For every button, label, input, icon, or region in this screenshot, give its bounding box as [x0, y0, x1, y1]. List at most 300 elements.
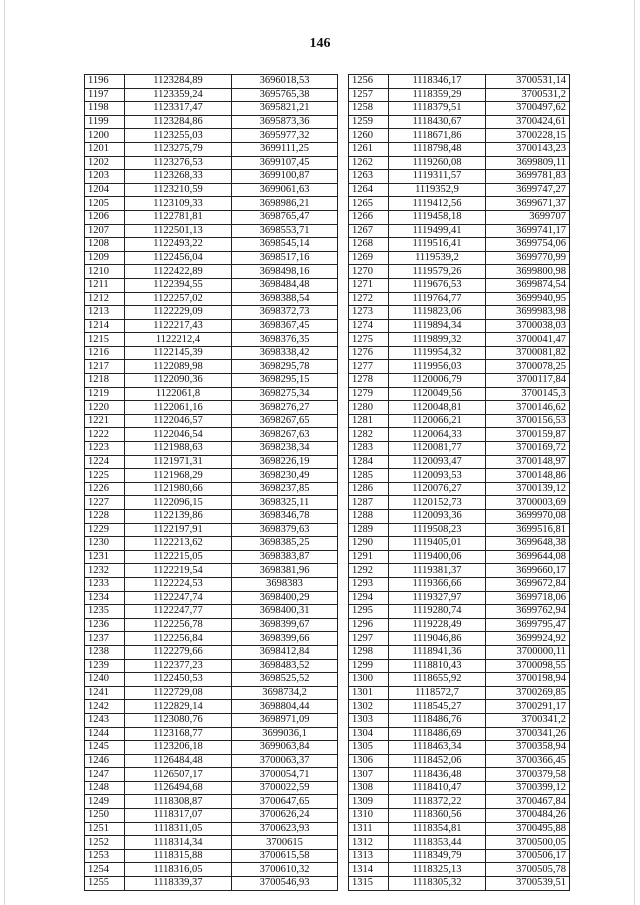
table-row: [85, 238, 338, 252]
y-coordinate-cell: 3698765,47: [232, 210, 338, 224]
table-row: [85, 455, 338, 469]
point-number-cell: 1288: [349, 510, 389, 524]
y-coordinate-cell: 3700041,47: [486, 333, 570, 347]
x-coordinate-cell: 1118810,43: [389, 659, 486, 673]
y-coordinate-cell: 3698399,67: [232, 618, 338, 632]
y-coordinate-cell: 3700623,93: [232, 822, 338, 836]
table-row: [349, 442, 570, 456]
point-number-cell: 1309: [349, 795, 389, 809]
x-coordinate-cell: 1119458,18: [389, 210, 486, 224]
x-coordinate-cell: 1123210,59: [125, 183, 232, 197]
table-row: [85, 564, 338, 578]
x-coordinate-cell: 1121968,29: [125, 469, 232, 483]
table-row: [349, 265, 570, 279]
y-coordinate-cell: 3700366,45: [486, 754, 570, 768]
y-coordinate-cell: 3699800,98: [486, 265, 570, 279]
x-coordinate-cell: 1118486,76: [389, 713, 486, 727]
table-row: [85, 591, 338, 605]
table-row: [85, 333, 338, 347]
y-coordinate-cell: 3700399,12: [486, 781, 570, 795]
x-coordinate-cell: 1118339,37: [125, 877, 232, 891]
point-number-cell: 1209: [85, 251, 125, 265]
y-coordinate-cell: 3695821,21: [232, 102, 338, 116]
x-coordinate-cell: 1118436,48: [389, 768, 486, 782]
point-number-cell: 1305: [349, 741, 389, 755]
y-coordinate-cell: 3699063,84: [232, 741, 338, 755]
y-coordinate-cell: 3698267,65: [232, 414, 338, 428]
y-coordinate-cell: 3700000,11: [486, 645, 570, 659]
y-coordinate-cell: 3700291,17: [486, 700, 570, 714]
table-row: [349, 618, 570, 632]
y-coordinate-cell: 3698388,54: [232, 292, 338, 306]
point-number-cell: 1265: [349, 197, 389, 211]
x-coordinate-cell: 1120093,47: [389, 455, 486, 469]
point-number-cell: 1245: [85, 741, 125, 755]
point-number-cell: 1251: [85, 822, 125, 836]
point-number-cell: 1301: [349, 686, 389, 700]
y-coordinate-cell: 3699718,06: [486, 591, 570, 605]
y-coordinate-cell: 3700169,72: [486, 442, 570, 456]
table-row: [85, 183, 338, 197]
x-coordinate-cell: 1122139,86: [125, 510, 232, 524]
point-number-cell: 1218: [85, 374, 125, 388]
point-number-cell: 1223: [85, 442, 125, 456]
y-coordinate-cell: 3700098,55: [486, 659, 570, 673]
x-coordinate-cell: 1123359,24: [125, 88, 232, 102]
table-row: [85, 115, 338, 129]
point-number-cell: 1266: [349, 210, 389, 224]
table-row: [349, 414, 570, 428]
point-number-cell: 1295: [349, 605, 389, 619]
x-coordinate-cell: 1122224,53: [125, 577, 232, 591]
y-coordinate-cell: 3699762,94: [486, 605, 570, 619]
table-row: [85, 605, 338, 619]
x-coordinate-cell: 1119366,66: [389, 577, 486, 591]
coordinates-table-left: [84, 74, 338, 891]
y-coordinate-cell: 3698376,35: [232, 333, 338, 347]
x-coordinate-cell: 1122247,74: [125, 591, 232, 605]
point-number-cell: 1222: [85, 428, 125, 442]
x-coordinate-cell: 1126484,48: [125, 754, 232, 768]
table-row: [85, 849, 338, 863]
point-number-cell: 1227: [85, 496, 125, 510]
table-row: [85, 482, 338, 496]
x-coordinate-cell: 1119046,86: [389, 632, 486, 646]
x-coordinate-cell: 1120048,81: [389, 401, 486, 415]
y-coordinate-cell: 3700022,59: [232, 781, 338, 795]
x-coordinate-cell: 1122212,4: [125, 333, 232, 347]
table-row: [85, 360, 338, 374]
x-coordinate-cell: 1119400,06: [389, 550, 486, 564]
point-number-cell: 1220: [85, 401, 125, 415]
table-row: [349, 469, 570, 483]
x-coordinate-cell: 1120064,33: [389, 428, 486, 442]
x-coordinate-cell: 1119327,97: [389, 591, 486, 605]
table-row: [349, 278, 570, 292]
table-row: [85, 306, 338, 320]
x-coordinate-cell: 1122256,84: [125, 632, 232, 646]
table-row: [349, 75, 570, 89]
y-coordinate-cell: 3698276,27: [232, 401, 338, 415]
x-coordinate-cell: 1118360,56: [389, 809, 486, 823]
point-number-cell: 1206: [85, 210, 125, 224]
y-coordinate-cell: 3699741,17: [486, 224, 570, 238]
y-coordinate-cell: 3698226,19: [232, 455, 338, 469]
table-row: [349, 727, 570, 741]
table-row: [85, 75, 338, 89]
x-coordinate-cell: 1122450,53: [125, 673, 232, 687]
table-row: [85, 795, 338, 809]
y-coordinate-cell: 3700078,25: [486, 360, 570, 374]
table-row: [85, 156, 338, 170]
point-number-cell: 1271: [349, 278, 389, 292]
point-number-cell: 1268: [349, 238, 389, 252]
table-row: [349, 605, 570, 619]
table-row: [349, 673, 570, 687]
point-number-cell: 1249: [85, 795, 125, 809]
y-coordinate-cell: 3698372,73: [232, 306, 338, 320]
y-coordinate-cell: 3698383,87: [232, 550, 338, 564]
point-number-cell: 1233: [85, 577, 125, 591]
x-coordinate-cell: 1122213,62: [125, 537, 232, 551]
table-row: [349, 129, 570, 143]
table-row: [349, 836, 570, 850]
table-row: [349, 564, 570, 578]
x-coordinate-cell: 1118316,05: [125, 863, 232, 877]
table-row: [349, 632, 570, 646]
y-coordinate-cell: 3698295,15: [232, 374, 338, 388]
x-coordinate-cell: 1119280,74: [389, 605, 486, 619]
table-row: [349, 115, 570, 129]
y-coordinate-cell: 3699061,63: [232, 183, 338, 197]
y-coordinate-cell: 3700156,53: [486, 414, 570, 428]
point-number-cell: 1230: [85, 537, 125, 551]
table-row: [349, 754, 570, 768]
x-coordinate-cell: 1118305,32: [389, 877, 486, 891]
table-row: [349, 183, 570, 197]
y-coordinate-cell: 3700145,3: [486, 387, 570, 401]
table-row: [85, 319, 338, 333]
y-coordinate-cell: 3700626,24: [232, 809, 338, 823]
y-coordinate-cell: 3698553,71: [232, 224, 338, 238]
table-row: [85, 673, 338, 687]
point-number-cell: 1269: [349, 251, 389, 265]
y-coordinate-cell: 3698498,16: [232, 265, 338, 279]
y-coordinate-cell: 3699795,47: [486, 618, 570, 632]
y-coordinate-cell: 3698525,52: [232, 673, 338, 687]
point-number-cell: 1293: [349, 577, 389, 591]
x-coordinate-cell: 1118410,47: [389, 781, 486, 795]
table-row: [349, 863, 570, 877]
y-coordinate-cell: 3699809,11: [486, 156, 570, 170]
table-row: [85, 428, 338, 442]
table-row: [349, 822, 570, 836]
x-coordinate-cell: 1122501,13: [125, 224, 232, 238]
y-coordinate-cell: 3699107,45: [232, 156, 338, 170]
y-coordinate-cell: 3698346,78: [232, 510, 338, 524]
y-coordinate-cell: 3699983,98: [486, 306, 570, 320]
table-row: [85, 265, 338, 279]
point-number-cell: 1203: [85, 170, 125, 184]
table-row: [349, 510, 570, 524]
x-coordinate-cell: 1122061,8: [125, 387, 232, 401]
x-coordinate-cell: 1122061,16: [125, 401, 232, 415]
point-number-cell: 1232: [85, 564, 125, 578]
y-coordinate-cell: 3698267,63: [232, 428, 338, 442]
y-coordinate-cell: 3700341,26: [486, 727, 570, 741]
y-coordinate-cell: 3700081,82: [486, 346, 570, 360]
table-row: [349, 741, 570, 755]
table-row: [349, 550, 570, 564]
y-coordinate-cell: 3698385,25: [232, 537, 338, 551]
table-row: [85, 469, 338, 483]
x-coordinate-cell: 1118315,88: [125, 849, 232, 863]
table-row: [349, 88, 570, 102]
y-coordinate-cell: 3699970,08: [486, 510, 570, 524]
x-coordinate-cell: 1118798,48: [389, 142, 486, 156]
table-row: [349, 645, 570, 659]
x-coordinate-cell: 1118325,13: [389, 863, 486, 877]
x-coordinate-cell: 1118359,29: [389, 88, 486, 102]
x-coordinate-cell: 1122145,39: [125, 346, 232, 360]
y-coordinate-cell: 3699036,1: [232, 727, 338, 741]
scan-edge-left: [4, 0, 5, 905]
point-number-cell: 1290: [349, 537, 389, 551]
point-number-cell: 1260: [349, 129, 389, 143]
x-coordinate-cell: 1122197,91: [125, 523, 232, 537]
table-row: [349, 795, 570, 809]
x-coordinate-cell: 1122090,36: [125, 374, 232, 388]
point-number-cell: 1308: [349, 781, 389, 795]
point-number-cell: 1210: [85, 265, 125, 279]
table-row: [349, 346, 570, 360]
table-row: [349, 197, 570, 211]
x-coordinate-cell: 1118545,27: [389, 700, 486, 714]
table-row: [85, 442, 338, 456]
table-row: [85, 401, 338, 415]
point-number-cell: 1204: [85, 183, 125, 197]
y-coordinate-cell: 3699770,99: [486, 251, 570, 265]
y-coordinate-cell: 3699672,84: [486, 577, 570, 591]
point-number-cell: 1246: [85, 754, 125, 768]
x-coordinate-cell: 1122781,81: [125, 210, 232, 224]
point-number-cell: 1258: [349, 102, 389, 116]
table-row: [349, 482, 570, 496]
point-number-cell: 1221: [85, 414, 125, 428]
table-row: [349, 102, 570, 116]
point-number-cell: 1287: [349, 496, 389, 510]
x-coordinate-cell: 1122456,04: [125, 251, 232, 265]
y-coordinate-cell: 3698383: [232, 577, 338, 591]
table-row: [85, 537, 338, 551]
point-number-cell: 1298: [349, 645, 389, 659]
x-coordinate-cell: 1118941,36: [389, 645, 486, 659]
point-number-cell: 1242: [85, 700, 125, 714]
table-row: [349, 781, 570, 795]
point-number-cell: 1237: [85, 632, 125, 646]
point-number-cell: 1228: [85, 510, 125, 524]
table-row: [349, 142, 570, 156]
y-coordinate-cell: 3700546,93: [232, 877, 338, 891]
x-coordinate-cell: 1120093,53: [389, 469, 486, 483]
x-coordinate-cell: 1118463,34: [389, 741, 486, 755]
table-row: [85, 88, 338, 102]
y-coordinate-cell: 3698367,45: [232, 319, 338, 333]
table-row: [349, 360, 570, 374]
y-coordinate-cell: 3695977,32: [232, 129, 338, 143]
table-row: [85, 781, 338, 795]
table-row: [349, 713, 570, 727]
point-number-cell: 1213: [85, 306, 125, 320]
x-coordinate-cell: 1118311,05: [125, 822, 232, 836]
x-coordinate-cell: 1120081,77: [389, 442, 486, 456]
point-number-cell: 1231: [85, 550, 125, 564]
y-coordinate-cell: 3698325,11: [232, 496, 338, 510]
y-coordinate-cell: 3700424,61: [486, 115, 570, 129]
table-row: [349, 292, 570, 306]
y-coordinate-cell: 3699874,54: [486, 278, 570, 292]
table-row: [85, 577, 338, 591]
x-coordinate-cell: 1120066,21: [389, 414, 486, 428]
point-number-cell: 1235: [85, 605, 125, 619]
table-row: [85, 210, 338, 224]
table-row: [85, 741, 338, 755]
point-number-cell: 1250: [85, 809, 125, 823]
table-row: [85, 659, 338, 673]
x-coordinate-cell: 1122377,23: [125, 659, 232, 673]
y-coordinate-cell: 3698400,31: [232, 605, 338, 619]
point-number-cell: 1219: [85, 387, 125, 401]
table-row: [85, 686, 338, 700]
point-number-cell: 1255: [85, 877, 125, 891]
table-row: [85, 618, 338, 632]
table-row: [85, 700, 338, 714]
x-coordinate-cell: 1119539,2: [389, 251, 486, 265]
point-number-cell: 1292: [349, 564, 389, 578]
table-row: [349, 686, 570, 700]
y-coordinate-cell: 3700505,78: [486, 863, 570, 877]
point-number-cell: 1313: [349, 849, 389, 863]
x-coordinate-cell: 1122229,09: [125, 306, 232, 320]
x-coordinate-cell: 1123284,86: [125, 115, 232, 129]
y-coordinate-cell: 3698230,49: [232, 469, 338, 483]
y-coordinate-cell: 3699111,25: [232, 142, 338, 156]
x-coordinate-cell: 1120093,36: [389, 510, 486, 524]
y-coordinate-cell: 3700146,62: [486, 401, 570, 415]
table-row: [85, 102, 338, 116]
coordinates-table-right: [348, 74, 570, 891]
x-coordinate-cell: 1120076,27: [389, 482, 486, 496]
point-number-cell: 1284: [349, 455, 389, 469]
point-number-cell: 1279: [349, 387, 389, 401]
y-coordinate-cell: 3700228,15: [486, 129, 570, 143]
y-coordinate-cell: 3700198,94: [486, 673, 570, 687]
x-coordinate-cell: 1118430,67: [389, 115, 486, 129]
x-coordinate-cell: 1122219,54: [125, 564, 232, 578]
y-coordinate-cell: 3700615,58: [232, 849, 338, 863]
point-number-cell: 1256: [349, 75, 389, 89]
table-row: [85, 632, 338, 646]
table-row: [349, 496, 570, 510]
x-coordinate-cell: 1122279,66: [125, 645, 232, 659]
table-row: [349, 591, 570, 605]
point-number-cell: 1208: [85, 238, 125, 252]
point-number-cell: 1307: [349, 768, 389, 782]
table-row: [85, 414, 338, 428]
table-row: [349, 401, 570, 415]
x-coordinate-cell: 1122256,78: [125, 618, 232, 632]
point-number-cell: 1205: [85, 197, 125, 211]
x-coordinate-cell: 1118572,7: [389, 686, 486, 700]
y-coordinate-cell: 3698734,2: [232, 686, 338, 700]
point-number-cell: 1275: [349, 333, 389, 347]
point-number-cell: 1312: [349, 836, 389, 850]
x-coordinate-cell: 1119579,26: [389, 265, 486, 279]
point-number-cell: 1224: [85, 455, 125, 469]
point-number-cell: 1201: [85, 142, 125, 156]
point-number-cell: 1225: [85, 469, 125, 483]
point-number-cell: 1272: [349, 292, 389, 306]
y-coordinate-cell: 3700506,17: [486, 849, 570, 863]
point-number-cell: 1294: [349, 591, 389, 605]
y-coordinate-cell: 3699648,38: [486, 537, 570, 551]
y-coordinate-cell: 3699747,27: [486, 183, 570, 197]
point-number-cell: 1262: [349, 156, 389, 170]
x-coordinate-cell: 1123275,79: [125, 142, 232, 156]
x-coordinate-cell: 1118655,92: [389, 673, 486, 687]
y-coordinate-cell: 3699671,37: [486, 197, 570, 211]
point-number-cell: 1198: [85, 102, 125, 116]
point-number-cell: 1264: [349, 183, 389, 197]
x-coordinate-cell: 1119899,32: [389, 333, 486, 347]
x-coordinate-cell: 1118349,79: [389, 849, 486, 863]
x-coordinate-cell: 1119956,03: [389, 360, 486, 374]
y-coordinate-cell: 3698237,85: [232, 482, 338, 496]
x-coordinate-cell: 1122089,98: [125, 360, 232, 374]
table-row: [349, 455, 570, 469]
y-coordinate-cell: 3700148,86: [486, 469, 570, 483]
y-coordinate-cell: 3698545,14: [232, 238, 338, 252]
table-row: [85, 292, 338, 306]
point-number-cell: 1200: [85, 129, 125, 143]
point-number-cell: 1306: [349, 754, 389, 768]
point-number-cell: 1291: [349, 550, 389, 564]
x-coordinate-cell: 1118452,06: [389, 754, 486, 768]
point-number-cell: 1297: [349, 632, 389, 646]
point-number-cell: 1239: [85, 659, 125, 673]
point-number-cell: 1243: [85, 713, 125, 727]
point-number-cell: 1196: [85, 75, 125, 89]
x-coordinate-cell: 1123206,18: [125, 741, 232, 755]
x-coordinate-cell: 1122215,05: [125, 550, 232, 564]
table-row: [349, 374, 570, 388]
point-number-cell: 1226: [85, 482, 125, 496]
y-coordinate-cell: 3698484,48: [232, 278, 338, 292]
page-number: 146: [309, 36, 331, 51]
table-row: [349, 659, 570, 673]
x-coordinate-cell: 1122096,15: [125, 496, 232, 510]
x-coordinate-cell: 1122046,54: [125, 428, 232, 442]
x-coordinate-cell: 1126507,17: [125, 768, 232, 782]
y-coordinate-cell: 3700038,03: [486, 319, 570, 333]
y-coordinate-cell: 3699644,08: [486, 550, 570, 564]
y-coordinate-cell: 3698986,21: [232, 197, 338, 211]
y-coordinate-cell: 3700143,23: [486, 142, 570, 156]
point-number-cell: 1310: [349, 809, 389, 823]
point-number-cell: 1274: [349, 319, 389, 333]
table-row: [85, 836, 338, 850]
x-coordinate-cell: 1118671,86: [389, 129, 486, 143]
